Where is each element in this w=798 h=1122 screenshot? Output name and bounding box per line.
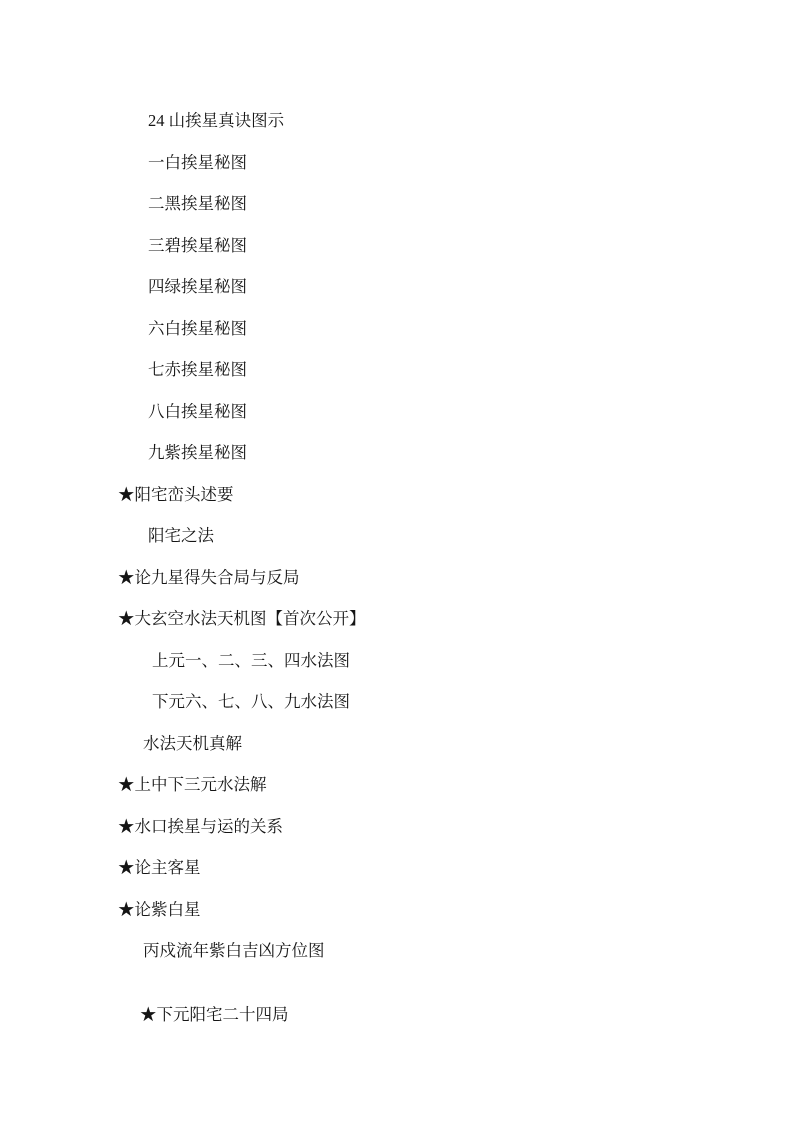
document-line: ★大玄空水法天机图【首次公开】 xyxy=(118,609,366,628)
document-line: ★上中下三元水法解 xyxy=(118,775,267,794)
document-line: 下元六、七、八、九水法图 xyxy=(152,692,350,711)
document-line: 水法天机真解 xyxy=(143,733,242,753)
document-line: ★下元阳宅二十四局 xyxy=(140,1004,289,1024)
document-line: 七赤挨星秘图 xyxy=(148,360,247,379)
document-line: 上元一、二、三、四水法图 xyxy=(152,650,350,670)
paragraph-gap xyxy=(0,972,798,994)
document-line: 二黑挨星秘图 xyxy=(148,194,247,213)
document-line: 一白挨星秘图 xyxy=(148,152,247,172)
document-line: ★论九星得失合局与反局 xyxy=(118,567,300,587)
document-line: 24 山挨星真诀图示 xyxy=(148,111,285,130)
document-line: 三碧挨星秘图 xyxy=(148,235,247,255)
document-line: ★论紫白星 xyxy=(118,899,201,919)
document-line: 阳宅之法 xyxy=(148,526,214,545)
document-line: ★阳宅峦头述要 xyxy=(118,484,234,504)
document-line: ★水口挨星与运的关系 xyxy=(118,816,283,836)
document-line: 九紫挨星秘图 xyxy=(148,443,247,462)
document-line: 六白挨星秘图 xyxy=(148,318,247,338)
document-line: 八白挨星秘图 xyxy=(148,401,247,421)
document-line: 四绿挨星秘图 xyxy=(148,277,247,296)
document-line: 丙戍流年紫白吉凶方位图 xyxy=(143,941,325,960)
content-top-pad xyxy=(0,0,798,100)
document-line: ★论主客星 xyxy=(118,858,201,877)
